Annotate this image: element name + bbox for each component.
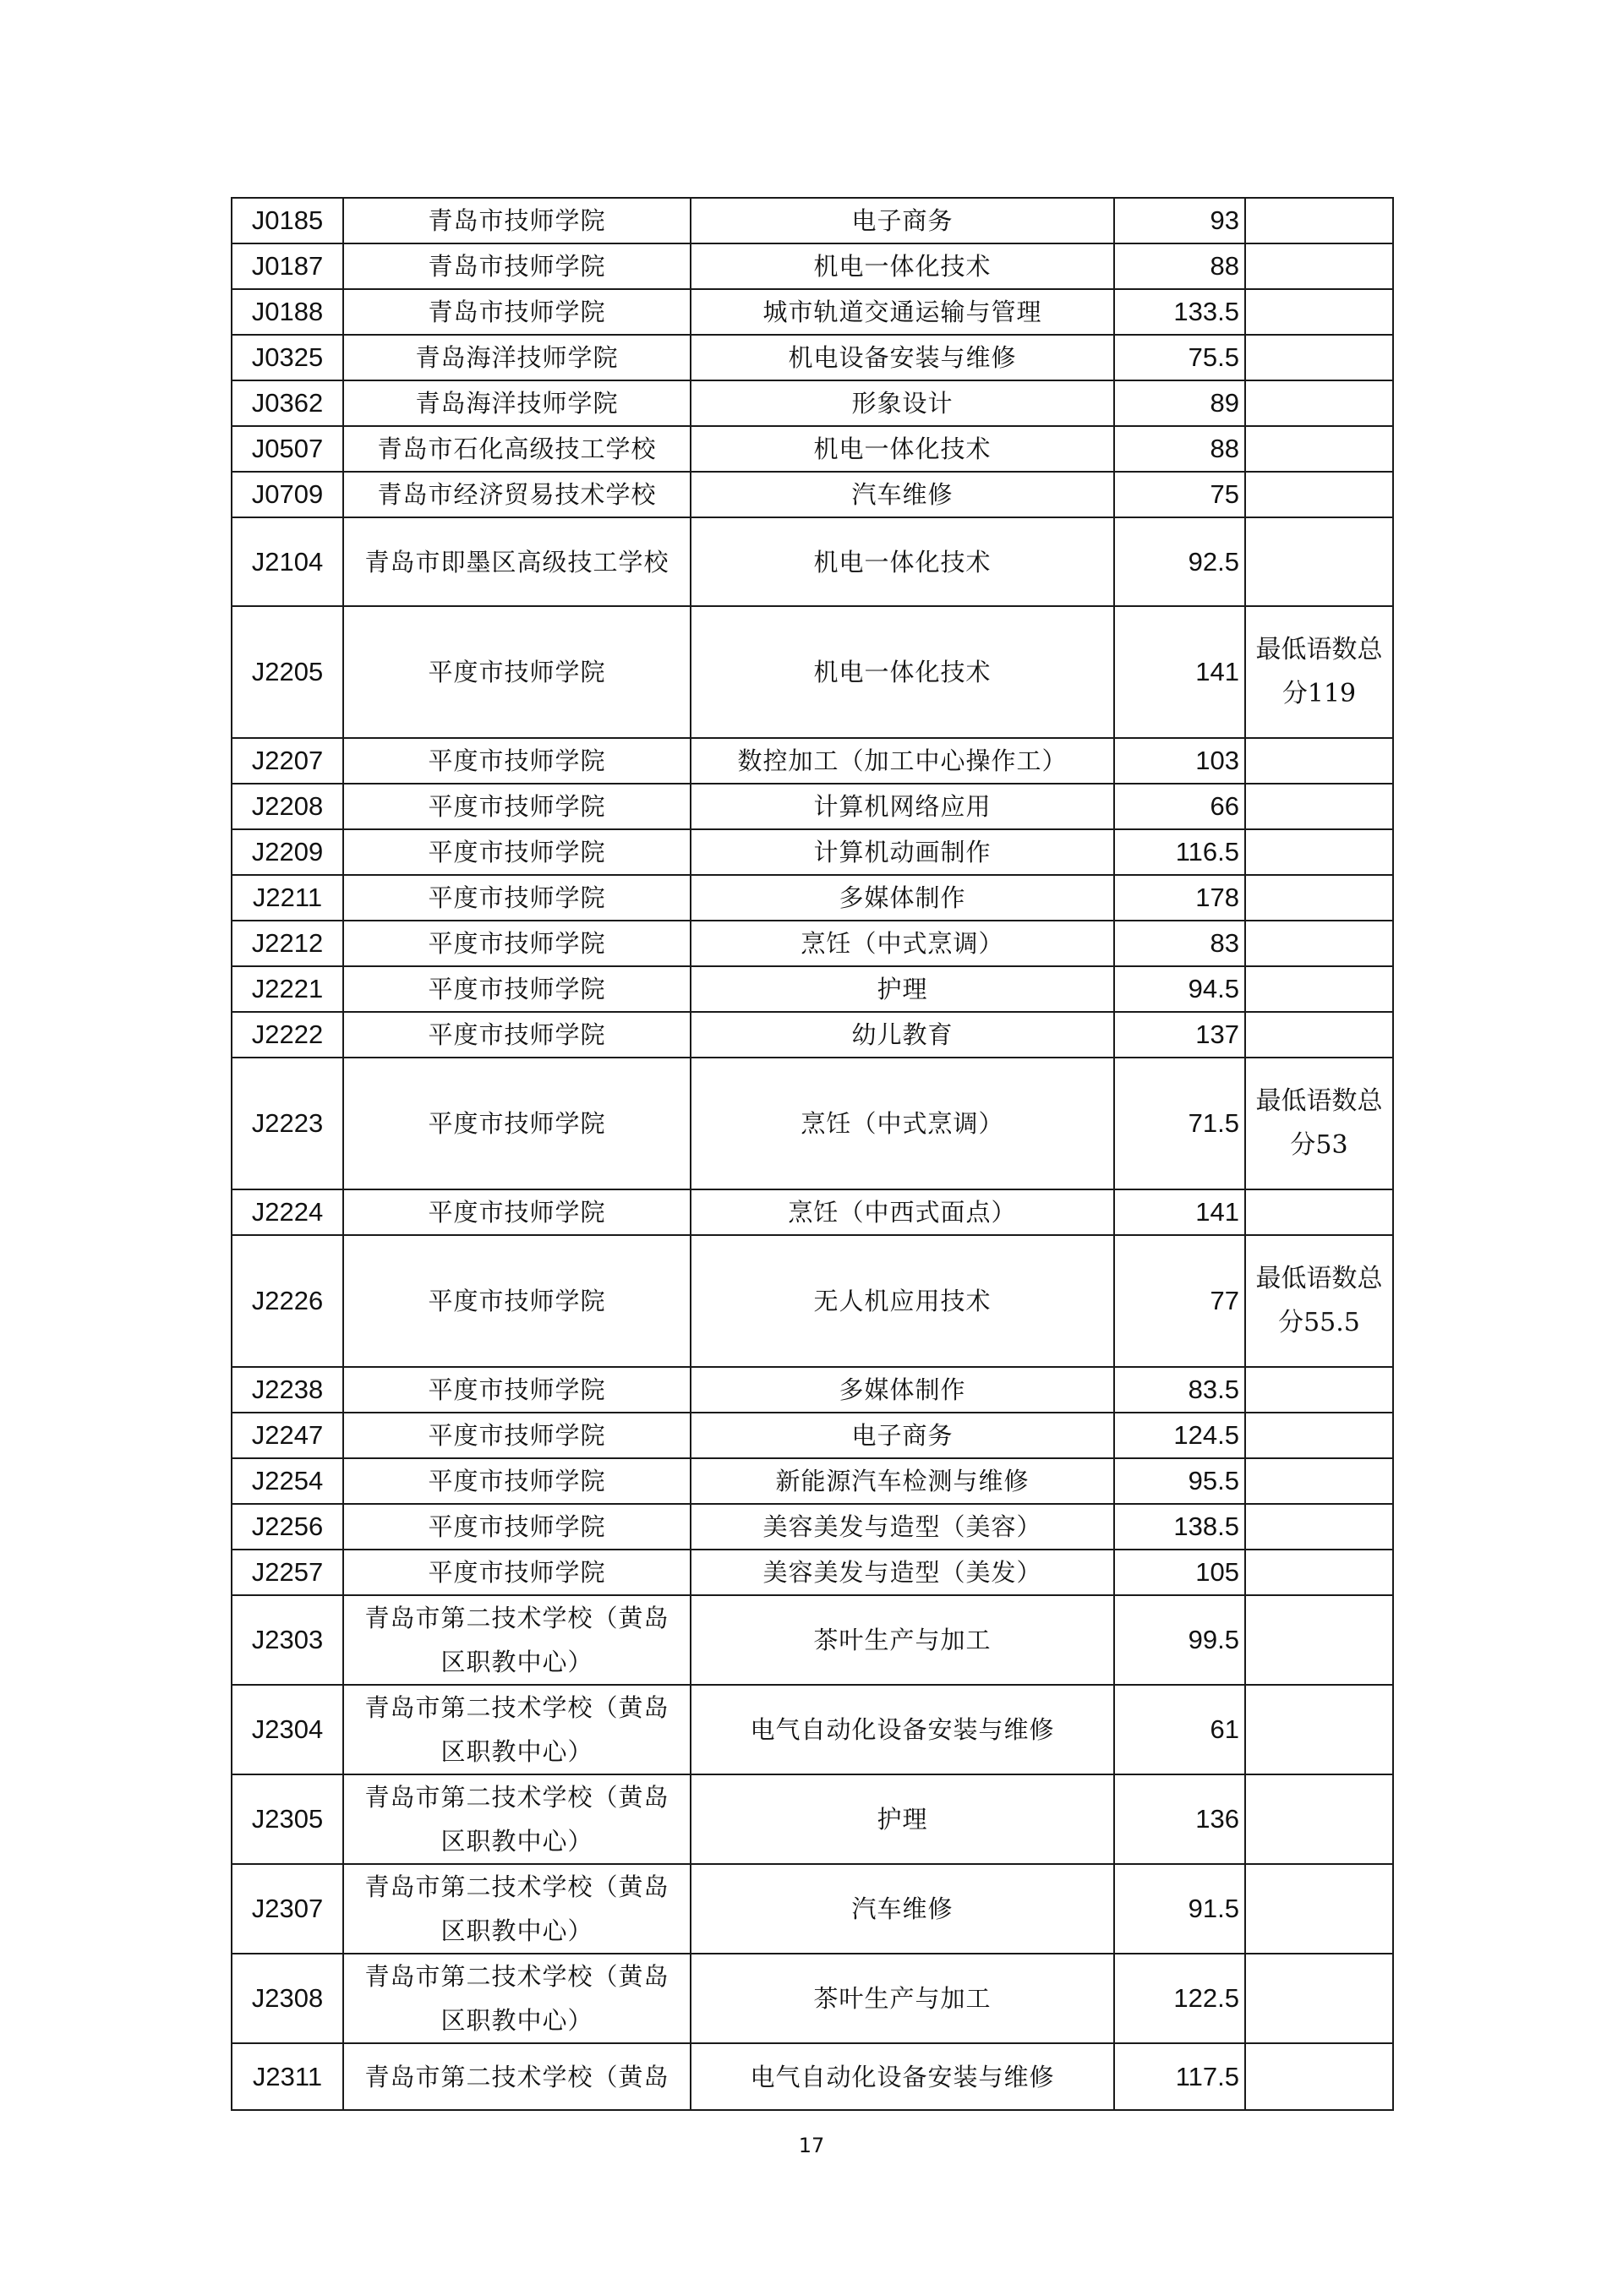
school-name-cell: 青岛市第二技术学校（黄岛区职教中心） bbox=[343, 1954, 691, 2043]
note-cell: 最低语数总分55.5 bbox=[1245, 1235, 1393, 1367]
note-cell bbox=[1245, 784, 1393, 829]
school-code-cell: J2256 bbox=[232, 1504, 343, 1550]
table-row bbox=[232, 517, 1393, 606]
school-name-cell: 平度市技师学院 bbox=[343, 1458, 691, 1504]
school-name-cell: 平度市技师学院 bbox=[343, 966, 691, 1012]
table-row bbox=[232, 426, 1393, 472]
major-name-cell: 烹饪（中式烹调） bbox=[691, 921, 1114, 966]
school-code-cell: J2247 bbox=[232, 1413, 343, 1458]
school-name-cell: 青岛市第二技术学校（黄岛区职教中心） bbox=[343, 1774, 691, 1864]
school-code-cell: J2238 bbox=[232, 1367, 343, 1413]
major-name-cell: 烹饪（中式烹调） bbox=[691, 1058, 1114, 1189]
school-name-cell: 平度市技师学院 bbox=[343, 1504, 691, 1550]
school-code-cell: J2311 bbox=[232, 2043, 343, 2110]
score-cell: 71.5 bbox=[1114, 1058, 1245, 1189]
score-cell: 66 bbox=[1114, 784, 1245, 829]
major-name-cell: 新能源汽车检测与维修 bbox=[691, 1458, 1114, 1504]
school-code-cell: J2307 bbox=[232, 1864, 343, 1954]
table-row bbox=[232, 1550, 1393, 1595]
table-row bbox=[232, 1864, 1393, 1954]
score-cell: 117.5 bbox=[1114, 2043, 1245, 2110]
note-cell bbox=[1245, 966, 1393, 1012]
table-row bbox=[232, 966, 1393, 1012]
score-cell: 75 bbox=[1114, 472, 1245, 517]
note-cell bbox=[1245, 517, 1393, 606]
school-code-cell: J2254 bbox=[232, 1458, 343, 1504]
score-cell: 88 bbox=[1114, 426, 1245, 472]
school-code-cell: J0507 bbox=[232, 426, 343, 472]
school-name-cell: 青岛海洋技师学院 bbox=[343, 335, 691, 380]
school-name-cell: 平度市技师学院 bbox=[343, 784, 691, 829]
major-name-cell: 护理 bbox=[691, 966, 1114, 1012]
school-name-cell: 青岛市即墨区高级技工学校 bbox=[343, 517, 691, 606]
table-row bbox=[232, 1504, 1393, 1550]
major-name-cell: 烹饪（中西式面点） bbox=[691, 1189, 1114, 1235]
school-name-cell: 青岛市技师学院 bbox=[343, 289, 691, 335]
major-name-cell: 电气自动化设备安装与维修 bbox=[691, 2043, 1114, 2110]
score-cell: 75.5 bbox=[1114, 335, 1245, 380]
school-name-cell: 平度市技师学院 bbox=[343, 1550, 691, 1595]
school-code-cell: J0188 bbox=[232, 289, 343, 335]
major-name-cell: 汽车维修 bbox=[691, 472, 1114, 517]
school-code-cell: J0709 bbox=[232, 472, 343, 517]
table-row bbox=[232, 243, 1393, 289]
school-name-cell: 平度市技师学院 bbox=[343, 1189, 691, 1235]
score-cell: 137 bbox=[1114, 1012, 1245, 1058]
note-cell bbox=[1245, 472, 1393, 517]
score-cell: 141 bbox=[1114, 606, 1245, 738]
school-code-cell: J2207 bbox=[232, 738, 343, 784]
score-cell: 105 bbox=[1114, 1550, 1245, 1595]
score-cell: 103 bbox=[1114, 738, 1245, 784]
table-body bbox=[232, 198, 1393, 2110]
major-name-cell: 茶叶生产与加工 bbox=[691, 1954, 1114, 2043]
note-cell bbox=[1245, 335, 1393, 380]
major-name-cell: 电气自动化设备安装与维修 bbox=[691, 1685, 1114, 1774]
table-row bbox=[232, 1595, 1393, 1685]
score-cell: 77 bbox=[1114, 1235, 1245, 1367]
table-row bbox=[232, 921, 1393, 966]
major-name-cell: 多媒体制作 bbox=[691, 875, 1114, 921]
table-row bbox=[232, 1058, 1393, 1189]
major-name-cell: 护理 bbox=[691, 1774, 1114, 1864]
table-row bbox=[232, 1458, 1393, 1504]
note-cell bbox=[1245, 1504, 1393, 1550]
note-cell bbox=[1245, 1864, 1393, 1954]
table-row bbox=[232, 1367, 1393, 1413]
major-name-cell: 电子商务 bbox=[691, 198, 1114, 243]
school-code-cell: J2104 bbox=[232, 517, 343, 606]
table-row bbox=[232, 380, 1393, 426]
table-row bbox=[232, 606, 1393, 738]
table-row bbox=[232, 289, 1393, 335]
school-name-cell: 青岛市经济贸易技术学校 bbox=[343, 472, 691, 517]
score-cell: 83 bbox=[1114, 921, 1245, 966]
table-row bbox=[232, 1685, 1393, 1774]
table-row bbox=[232, 1235, 1393, 1367]
note-cell bbox=[1245, 1550, 1393, 1595]
major-name-cell: 城市轨道交通运输与管理 bbox=[691, 289, 1114, 335]
table-row bbox=[232, 2043, 1393, 2110]
note-cell bbox=[1245, 1189, 1393, 1235]
major-name-cell: 数控加工（加工中心操作工） bbox=[691, 738, 1114, 784]
note-cell bbox=[1245, 1458, 1393, 1504]
table-row bbox=[232, 1413, 1393, 1458]
school-code-cell: J2303 bbox=[232, 1595, 343, 1685]
school-name-cell: 平度市技师学院 bbox=[343, 606, 691, 738]
major-name-cell: 计算机网络应用 bbox=[691, 784, 1114, 829]
note-cell bbox=[1245, 738, 1393, 784]
score-cell: 141 bbox=[1114, 1189, 1245, 1235]
school-code-cell: J2226 bbox=[232, 1235, 343, 1367]
major-name-cell: 形象设计 bbox=[691, 380, 1114, 426]
score-cell: 124.5 bbox=[1114, 1413, 1245, 1458]
school-name-cell: 平度市技师学院 bbox=[343, 738, 691, 784]
school-code-cell: J0187 bbox=[232, 243, 343, 289]
school-name-cell: 青岛市第二技术学校（黄岛区职教中心） bbox=[343, 1864, 691, 1954]
table-row bbox=[232, 738, 1393, 784]
score-cell: 92.5 bbox=[1114, 517, 1245, 606]
school-code-cell: J0325 bbox=[232, 335, 343, 380]
score-cell: 178 bbox=[1114, 875, 1245, 921]
school-code-cell: J2308 bbox=[232, 1954, 343, 2043]
note-cell bbox=[1245, 243, 1393, 289]
note-cell bbox=[1245, 921, 1393, 966]
major-name-cell: 美容美发与造型（美容） bbox=[691, 1504, 1114, 1550]
major-name-cell: 机电一体化技术 bbox=[691, 606, 1114, 738]
major-name-cell: 机电一体化技术 bbox=[691, 517, 1114, 606]
school-name-cell: 青岛市第二技术学校（黄岛区职教中心） bbox=[343, 1685, 691, 1774]
school-code-cell: J2208 bbox=[232, 784, 343, 829]
note-cell bbox=[1245, 1595, 1393, 1685]
school-name-cell: 青岛市第二技术学校（黄岛区职教中心） bbox=[343, 1595, 691, 1685]
school-name-cell: 平度市技师学院 bbox=[343, 875, 691, 921]
school-name-cell: 平度市技师学院 bbox=[343, 1012, 691, 1058]
major-name-cell: 幼儿教育 bbox=[691, 1012, 1114, 1058]
table-row bbox=[232, 1954, 1393, 2043]
note-cell: 最低语数总分119 bbox=[1245, 606, 1393, 738]
major-name-cell: 机电设备安装与维修 bbox=[691, 335, 1114, 380]
note-cell bbox=[1245, 829, 1393, 875]
note-cell bbox=[1245, 1012, 1393, 1058]
school-code-cell: J0185 bbox=[232, 198, 343, 243]
school-code-cell: J2305 bbox=[232, 1774, 343, 1864]
score-cell: 99.5 bbox=[1114, 1595, 1245, 1685]
score-cell: 122.5 bbox=[1114, 1954, 1245, 2043]
school-name-cell: 平度市技师学院 bbox=[343, 829, 691, 875]
note-cell bbox=[1245, 380, 1393, 426]
school-code-cell: J2209 bbox=[232, 829, 343, 875]
school-code-cell: J2224 bbox=[232, 1189, 343, 1235]
major-name-cell: 机电一体化技术 bbox=[691, 426, 1114, 472]
school-name-cell: 平度市技师学院 bbox=[343, 1235, 691, 1367]
school-code-cell: J2212 bbox=[232, 921, 343, 966]
admission-score-table bbox=[231, 197, 1394, 2111]
major-name-cell: 无人机应用技术 bbox=[691, 1235, 1114, 1367]
score-cell: 91.5 bbox=[1114, 1864, 1245, 1954]
table-row bbox=[232, 875, 1393, 921]
major-name-cell: 计算机动画制作 bbox=[691, 829, 1114, 875]
school-name-cell: 青岛海洋技师学院 bbox=[343, 380, 691, 426]
note-cell bbox=[1245, 1774, 1393, 1864]
school-code-cell: J2221 bbox=[232, 966, 343, 1012]
score-cell: 94.5 bbox=[1114, 966, 1245, 1012]
note-cell bbox=[1245, 1685, 1393, 1774]
school-code-cell: J2205 bbox=[232, 606, 343, 738]
school-code-cell: J0362 bbox=[232, 380, 343, 426]
note-cell bbox=[1245, 289, 1393, 335]
school-name-cell: 青岛市石化高级技工学校 bbox=[343, 426, 691, 472]
note-cell bbox=[1245, 1954, 1393, 2043]
school-name-cell: 平度市技师学院 bbox=[343, 1367, 691, 1413]
score-cell: 83.5 bbox=[1114, 1367, 1245, 1413]
table-row bbox=[232, 784, 1393, 829]
note-cell bbox=[1245, 198, 1393, 243]
major-name-cell: 多媒体制作 bbox=[691, 1367, 1114, 1413]
school-name-cell: 青岛市第二技术学校（黄岛 bbox=[343, 2043, 691, 2110]
school-code-cell: J2222 bbox=[232, 1012, 343, 1058]
table-row bbox=[232, 472, 1393, 517]
school-name-cell: 青岛市技师学院 bbox=[343, 243, 691, 289]
table-row bbox=[232, 1774, 1393, 1864]
score-cell: 61 bbox=[1114, 1685, 1245, 1774]
score-cell: 88 bbox=[1114, 243, 1245, 289]
table-row bbox=[232, 1189, 1393, 1235]
school-name-cell: 平度市技师学院 bbox=[343, 921, 691, 966]
table-row bbox=[232, 335, 1393, 380]
table-row bbox=[232, 829, 1393, 875]
note-cell: 最低语数总分53 bbox=[1245, 1058, 1393, 1189]
score-cell: 133.5 bbox=[1114, 289, 1245, 335]
table-row bbox=[232, 1012, 1393, 1058]
school-name-cell: 平度市技师学院 bbox=[343, 1413, 691, 1458]
major-name-cell: 机电一体化技术 bbox=[691, 243, 1114, 289]
major-name-cell: 电子商务 bbox=[691, 1413, 1114, 1458]
note-cell bbox=[1245, 426, 1393, 472]
school-name-cell: 青岛市技师学院 bbox=[343, 198, 691, 243]
note-cell bbox=[1245, 875, 1393, 921]
table-row bbox=[232, 198, 1393, 243]
major-name-cell: 汽车维修 bbox=[691, 1864, 1114, 1954]
score-cell: 116.5 bbox=[1114, 829, 1245, 875]
page-number: 17 bbox=[798, 2134, 825, 2157]
score-cell: 89 bbox=[1114, 380, 1245, 426]
major-name-cell: 美容美发与造型（美发） bbox=[691, 1550, 1114, 1595]
note-cell bbox=[1245, 2043, 1393, 2110]
note-cell bbox=[1245, 1367, 1393, 1413]
note-cell bbox=[1245, 1413, 1393, 1458]
school-code-cell: J2257 bbox=[232, 1550, 343, 1595]
score-cell: 136 bbox=[1114, 1774, 1245, 1864]
score-cell: 138.5 bbox=[1114, 1504, 1245, 1550]
school-code-cell: J2211 bbox=[232, 875, 343, 921]
score-cell: 95.5 bbox=[1114, 1458, 1245, 1504]
school-name-cell: 平度市技师学院 bbox=[343, 1058, 691, 1189]
score-cell: 93 bbox=[1114, 198, 1245, 243]
school-code-cell: J2304 bbox=[232, 1685, 343, 1774]
school-code-cell: J2223 bbox=[232, 1058, 343, 1189]
major-name-cell: 茶叶生产与加工 bbox=[691, 1595, 1114, 1685]
